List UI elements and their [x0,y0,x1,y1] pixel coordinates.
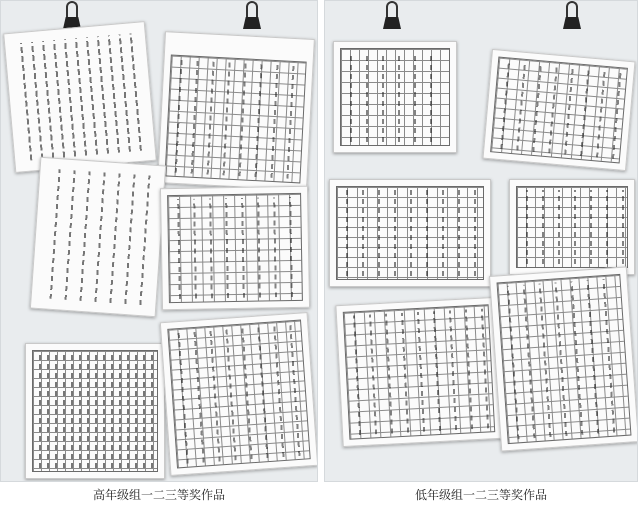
essay-sheet-grid [25,343,165,479]
binder-clip-icon [243,1,261,31]
binder-clip-icon [563,1,581,31]
essay-sheet-grid [157,31,315,191]
caption-upper-grades: 高年级组一二三等奖作品 [92,488,225,502]
essay-sheet-grid [160,186,310,311]
display-board-upper-grades [0,0,318,482]
binder-clip-icon [383,1,401,31]
caption-lower-grades: 低年级组一二三等奖作品 [414,488,547,502]
kana-sheet-grid [335,297,502,447]
essay-sheet-vertical [30,157,166,317]
kana-sheet-grid [482,49,635,171]
kana-sheet-grid [329,179,491,287]
kana-sheet-grid [489,266,638,451]
kana-sheet-grid [333,41,457,153]
display-board-lower-grades [324,0,638,482]
kana-sheet-grid [509,179,635,275]
essay-sheet-vertical [3,21,157,173]
essay-sheet-grid [160,312,318,476]
